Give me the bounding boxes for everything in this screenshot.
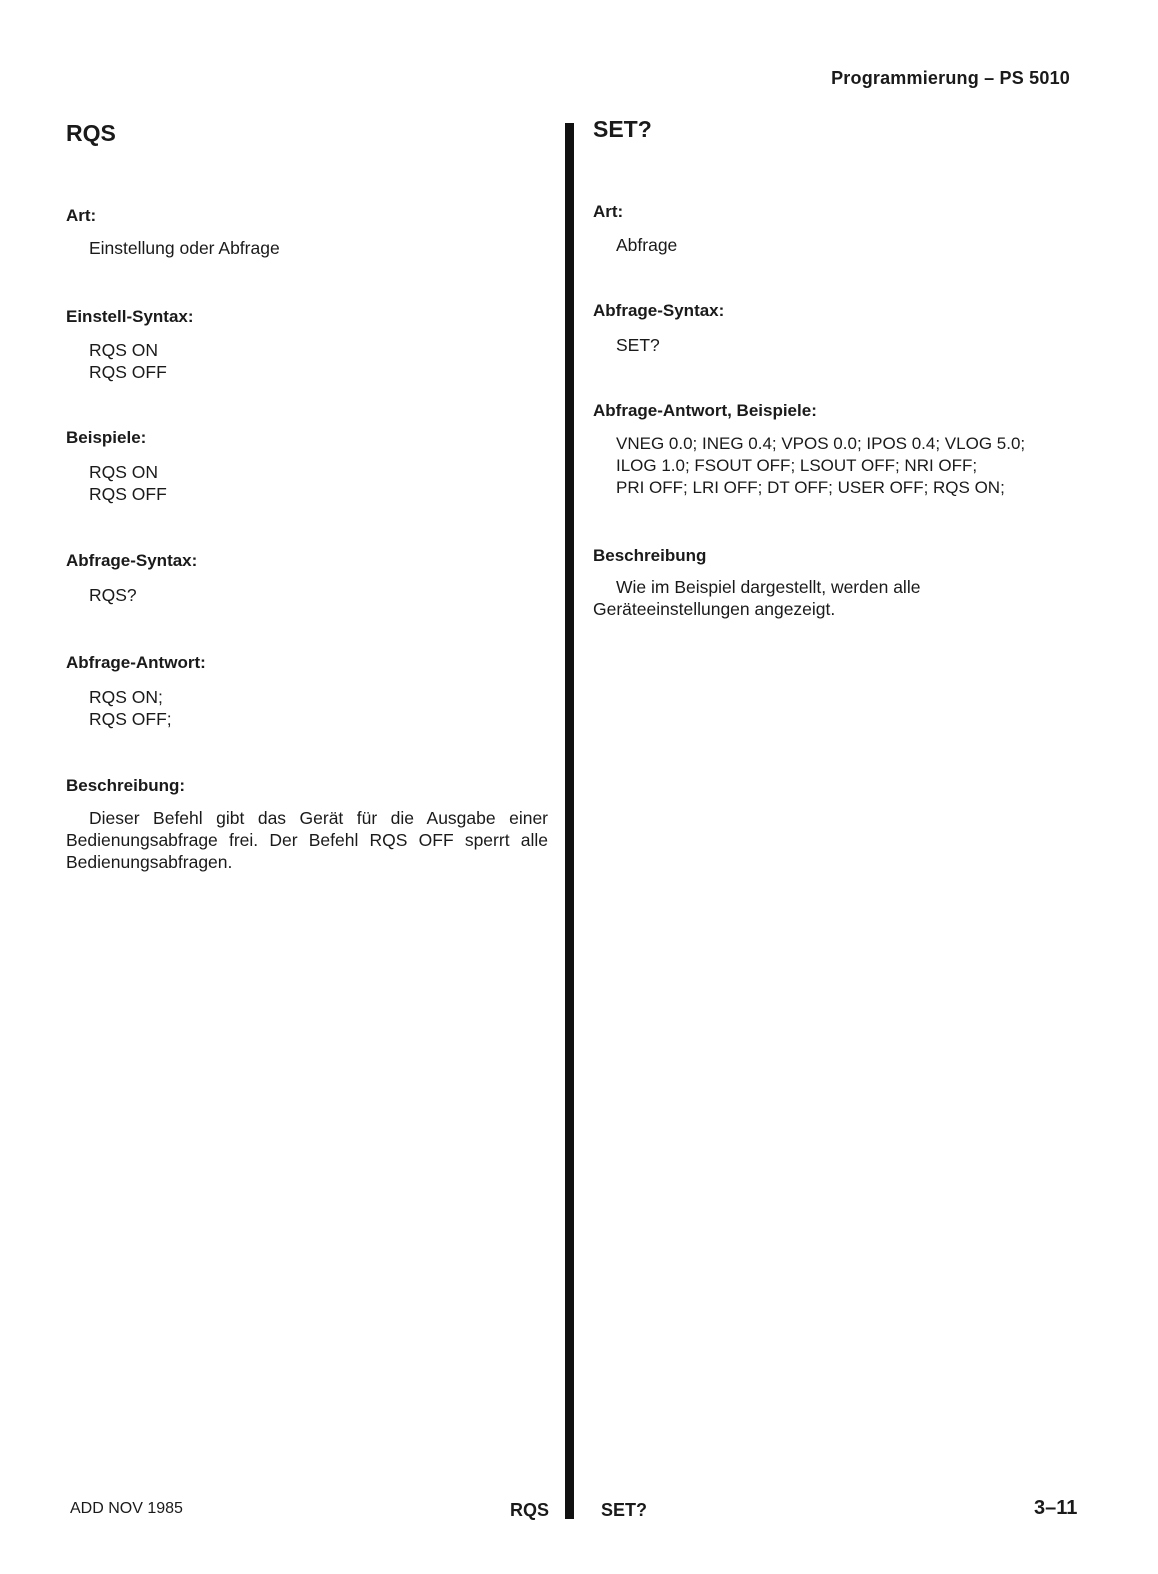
section-body <box>66 686 172 730</box>
body-line: RQS OFF; <box>89 709 172 729</box>
body-line: VNEG 0.0; INEG 0.4; VPOS 0.0; IPOS 0.4; VLOG 5.0; <box>616 434 1026 453</box>
section-body <box>66 584 137 606</box>
body-line: RQS OFF <box>89 484 167 504</box>
section-paragraph: Wie im Beispiel dargestellt, werden alle Geräteeinstellungen angezeigt. <box>593 577 921 619</box>
set-title: SET? <box>593 116 652 142</box>
rqs-title: RQS <box>66 120 116 146</box>
section-heading: Einstell-Syntax: <box>66 307 194 326</box>
body-line: Einstellung oder Abfrage <box>89 238 280 258</box>
section-body <box>593 433 1025 499</box>
footer-left-command: RQS <box>510 1500 550 1520</box>
body-line: RQS ON <box>89 462 159 482</box>
body-line: RQS OFF <box>89 362 167 382</box>
section-body <box>66 237 280 259</box>
section-heading: Beispiele: <box>66 428 147 447</box>
section-paragraph: Dieser Befehl gibt das Gerät für die Ausgabe einer Bedienungsabfrage frei. Der Befehl RQS OFF sperrt alle Bedienungsabfragen. <box>66 808 548 872</box>
body-line: Abfrage <box>616 235 678 255</box>
section-heading: Beschreibung <box>593 546 707 565</box>
footer-date: ADD NOV 1985 <box>70 1500 183 1517</box>
body-line: RQS ON <box>89 340 159 360</box>
body-line: SET? <box>616 335 660 355</box>
section-heading: Abfrage-Antwort, Beispiele: <box>593 401 817 420</box>
footer-right-command: SET? <box>601 1500 648 1520</box>
body-line: ILOG 1.0; FSOUT OFF; LSOUT OFF; NRI OFF; <box>616 456 978 475</box>
section-heading: Abfrage-Antwort: <box>66 653 206 672</box>
running-head: Programmierung – PS 5010 <box>831 68 1070 88</box>
body-line: RQS? <box>89 585 137 605</box>
section-heading: Beschreibung: <box>66 776 186 795</box>
section-heading: Abfrage-Syntax: <box>66 551 198 570</box>
section-heading: Art: <box>593 202 624 221</box>
section-heading: Art: <box>66 206 97 225</box>
section-heading: Abfrage-Syntax: <box>593 301 725 320</box>
section-body <box>593 234 677 256</box>
column-divider <box>565 123 574 1519</box>
body-line: RQS ON; <box>89 687 163 707</box>
page-number: 3–11 <box>1034 1497 1078 1519</box>
section-body <box>593 334 660 356</box>
section-body <box>66 339 167 383</box>
section-body <box>66 461 167 505</box>
body-line: PRI OFF; LRI OFF; DT OFF; USER OFF; RQS ON; <box>616 478 1005 497</box>
